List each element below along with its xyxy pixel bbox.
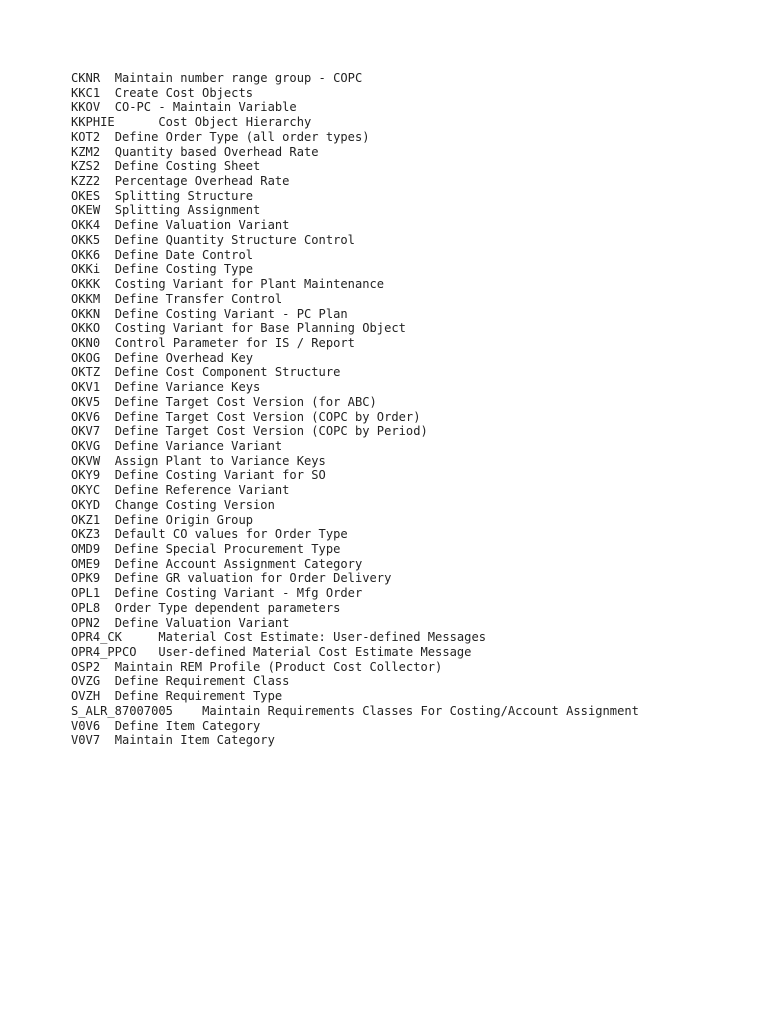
transaction-code: OKZ1	[71, 512, 101, 527]
list-item	[71, 410, 639, 425]
transaction-code: OKV6	[71, 409, 101, 424]
transaction-description: Define Overhead Key	[114, 350, 254, 365]
list-item	[71, 351, 639, 366]
separator	[100, 203, 115, 217]
transaction-description: Maintain Requirements Classes For Costing/Account Assignment	[202, 703, 639, 718]
transaction-code: OKZ3	[71, 527, 101, 542]
list-item	[71, 86, 639, 101]
list-item	[71, 616, 639, 631]
list-item	[71, 115, 639, 130]
separator	[100, 365, 115, 379]
transaction-description: Costing Variant for Base Planning Object	[114, 321, 406, 336]
list-item	[71, 395, 639, 410]
transaction-code: KKC1	[71, 85, 101, 100]
list-item	[71, 601, 639, 616]
transaction-code: OMD9	[71, 542, 101, 556]
list-item	[71, 307, 639, 322]
separator	[100, 468, 115, 482]
list-item	[71, 630, 639, 645]
transaction-description: Change Costing Version	[114, 497, 275, 512]
transaction-description: Define Target Cost Version (COPC by Order)	[114, 409, 421, 424]
list-item	[71, 704, 639, 719]
transaction-description: CO-PC - Maintain Variable	[114, 100, 297, 115]
transaction-description: Order Type dependent parameters	[114, 600, 341, 615]
transaction-description: Define Requirement Class	[114, 674, 290, 689]
list-item	[71, 674, 639, 689]
list-item	[71, 189, 639, 204]
list-item	[71, 336, 639, 351]
list-item	[71, 557, 639, 572]
separator	[100, 307, 115, 321]
transaction-description: Define Reference Variant	[114, 483, 290, 498]
separator	[100, 159, 115, 173]
transaction-code: KKOV	[71, 100, 101, 115]
separator	[100, 321, 115, 335]
transaction-code: OPR4_PPCO	[71, 645, 137, 660]
transaction-code: KKPHIE	[71, 115, 115, 130]
list-item	[71, 262, 639, 277]
separator	[100, 262, 115, 276]
list-item	[71, 174, 639, 189]
separator	[100, 71, 115, 85]
transaction-code: OKKO	[71, 321, 101, 336]
list-item	[71, 513, 639, 528]
separator	[137, 645, 159, 659]
transaction-description: Define Costing Variant - Mfg Order	[114, 586, 363, 601]
transaction-code: OKEW	[71, 203, 101, 218]
separator	[100, 557, 115, 571]
transaction-description: Maintain REM Profile (Product Cost Collector)	[114, 659, 443, 674]
transaction-code: OKVW	[71, 453, 101, 468]
transaction-code: OKOG	[71, 350, 101, 365]
transaction-code: OKKi	[71, 262, 101, 277]
list-item	[71, 454, 639, 469]
transaction-code: OKVG	[71, 438, 101, 453]
transaction-code: OKK5	[71, 232, 101, 247]
list-item	[71, 218, 639, 233]
separator	[100, 660, 115, 674]
transaction-description: Costing Variant for Plant Maintenance	[114, 277, 385, 292]
separator	[100, 483, 115, 497]
list-item	[71, 689, 639, 704]
separator	[100, 277, 115, 291]
transaction-description: Define Costing Variant for SO	[114, 468, 326, 483]
transaction-code: KZZ2	[71, 174, 101, 189]
transaction-description: Define Transfer Control	[114, 291, 283, 306]
transaction-code: OKES	[71, 188, 101, 203]
transaction-code: OKK6	[71, 247, 101, 262]
transaction-description: Percentage Overhead Rate	[114, 174, 290, 189]
transaction-code: S_ALR_87007005	[71, 703, 173, 718]
transaction-description: Define Item Category	[114, 718, 261, 733]
list-item	[71, 365, 639, 380]
separator	[100, 689, 115, 703]
transaction-code: OKY9	[71, 468, 101, 483]
list-item	[71, 380, 639, 395]
separator	[115, 115, 159, 129]
list-item	[71, 733, 639, 748]
list-item	[71, 719, 639, 734]
list-item	[71, 130, 639, 145]
transaction-description: Create Cost Objects	[114, 85, 254, 100]
list-item	[71, 145, 639, 160]
transaction-description: Cost Object Hierarchy	[158, 115, 312, 130]
transaction-code: OVZH	[71, 689, 101, 704]
transaction-code: OKYD	[71, 497, 101, 512]
separator	[100, 542, 115, 556]
separator	[122, 630, 158, 644]
separator	[100, 454, 115, 468]
list-item	[71, 424, 639, 439]
list-item	[71, 498, 639, 513]
transaction-code: OVZG	[71, 674, 101, 689]
transaction-description: Define Target Cost Version (for ABC)	[114, 394, 377, 409]
transaction-description: Define Quantity Structure Control	[114, 232, 355, 247]
separator	[100, 395, 115, 409]
separator	[100, 233, 115, 247]
transaction-description: Define Target Cost Version (COPC by Period)	[114, 424, 428, 439]
transaction-code: CKNR	[71, 71, 101, 85]
transaction-description: Define Valuation Variant	[114, 218, 290, 233]
transaction-code: OKKM	[71, 291, 101, 306]
transaction-description: Define Account Assignment Category	[114, 556, 363, 571]
separator	[100, 86, 115, 100]
transaction-code: OSP2	[71, 659, 101, 674]
transaction-description: Define Cost Component Structure	[114, 365, 341, 380]
separator	[100, 733, 115, 747]
transaction-code: OPL1	[71, 586, 101, 601]
separator	[100, 498, 115, 512]
transaction-description: Quantity based Overhead Rate	[114, 144, 319, 159]
transaction-code: OPR4_CK	[71, 630, 122, 645]
transaction-code: KOT2	[71, 129, 101, 144]
separator	[100, 513, 115, 527]
transaction-description: Maintain number range group - COPC	[114, 71, 363, 85]
transaction-code: OKV1	[71, 380, 101, 395]
separator	[100, 586, 115, 600]
transaction-description: Material Cost Estimate: User-defined Messages	[158, 630, 487, 645]
separator	[100, 616, 115, 630]
separator	[100, 601, 115, 615]
separator	[100, 439, 115, 453]
separator	[100, 571, 115, 585]
separator	[100, 336, 115, 350]
separator	[100, 292, 115, 306]
transaction-description: Define Costing Type	[114, 262, 254, 277]
list-item	[71, 292, 639, 307]
separator	[100, 130, 115, 144]
transaction-code: OKTZ	[71, 365, 101, 380]
transaction-code: OKK4	[71, 218, 101, 233]
transaction-description: Default CO values for Order Type	[114, 527, 348, 542]
separator	[100, 351, 115, 365]
transaction-description: Define Costing Variant - PC Plan	[114, 306, 348, 321]
transaction-code: KZS2	[71, 159, 101, 174]
list-item	[71, 203, 639, 218]
transaction-code: OKV7	[71, 424, 101, 439]
transaction-description: Define Special Procurement Type	[114, 542, 341, 556]
list-item	[71, 645, 639, 660]
list-item	[71, 527, 639, 542]
separator	[100, 100, 115, 114]
transaction-code: OME9	[71, 556, 101, 571]
separator	[100, 189, 115, 203]
separator	[173, 704, 202, 718]
separator	[100, 218, 115, 232]
transaction-description: Define Costing Sheet	[114, 159, 261, 174]
list-item	[71, 468, 639, 483]
list-item	[71, 248, 639, 263]
list-item	[71, 100, 639, 115]
transaction-description: Control Parameter for IS / Report	[114, 335, 355, 350]
list-item	[71, 321, 639, 336]
separator	[100, 424, 115, 438]
transaction-description: Define GR valuation for Order Delivery	[114, 571, 392, 586]
separator	[100, 719, 115, 733]
transaction-code-list	[71, 71, 639, 748]
transaction-code: OKV5	[71, 394, 101, 409]
transaction-description: Splitting Assignment	[114, 203, 261, 218]
list-item	[71, 586, 639, 601]
transaction-description: Define Requirement Type	[114, 689, 283, 704]
transaction-description: Define Variance Keys	[114, 380, 261, 395]
transaction-description: Define Valuation Variant	[114, 615, 290, 630]
list-item	[71, 483, 639, 498]
transaction-description: Splitting Structure	[114, 188, 254, 203]
list-item	[71, 233, 639, 248]
list-item	[71, 71, 639, 86]
separator	[100, 145, 115, 159]
transaction-description: Assign Plant to Variance Keys	[114, 453, 326, 468]
transaction-code: V0V6	[71, 718, 101, 733]
transaction-code: OPK9	[71, 571, 101, 586]
separator	[100, 410, 115, 424]
separator	[100, 174, 115, 188]
transaction-code: KZM2	[71, 144, 101, 159]
transaction-description: Define Order Type (all order types)	[114, 129, 370, 144]
transaction-code: OKN0	[71, 335, 101, 350]
transaction-code: OPL8	[71, 600, 101, 615]
list-item	[71, 542, 639, 557]
transaction-description: Define Date Control	[114, 247, 254, 262]
list-item	[71, 439, 639, 454]
list-item	[71, 159, 639, 174]
transaction-description: Define Variance Variant	[114, 438, 283, 453]
transaction-code: V0V7	[71, 733, 101, 748]
transaction-code: OKKK	[71, 277, 101, 292]
transaction-description: Define Origin Group	[114, 512, 254, 527]
separator	[100, 380, 115, 394]
transaction-code: OPN2	[71, 615, 101, 630]
separator	[100, 248, 115, 262]
separator	[100, 527, 115, 541]
transaction-description: User-defined Material Cost Estimate Message	[158, 645, 472, 660]
list-item	[71, 660, 639, 675]
transaction-code: OKYC	[71, 483, 101, 498]
separator	[100, 674, 115, 688]
transaction-code: OKKN	[71, 306, 101, 321]
transaction-description: Maintain Item Category	[114, 733, 275, 748]
list-item	[71, 571, 639, 586]
list-item	[71, 277, 639, 292]
